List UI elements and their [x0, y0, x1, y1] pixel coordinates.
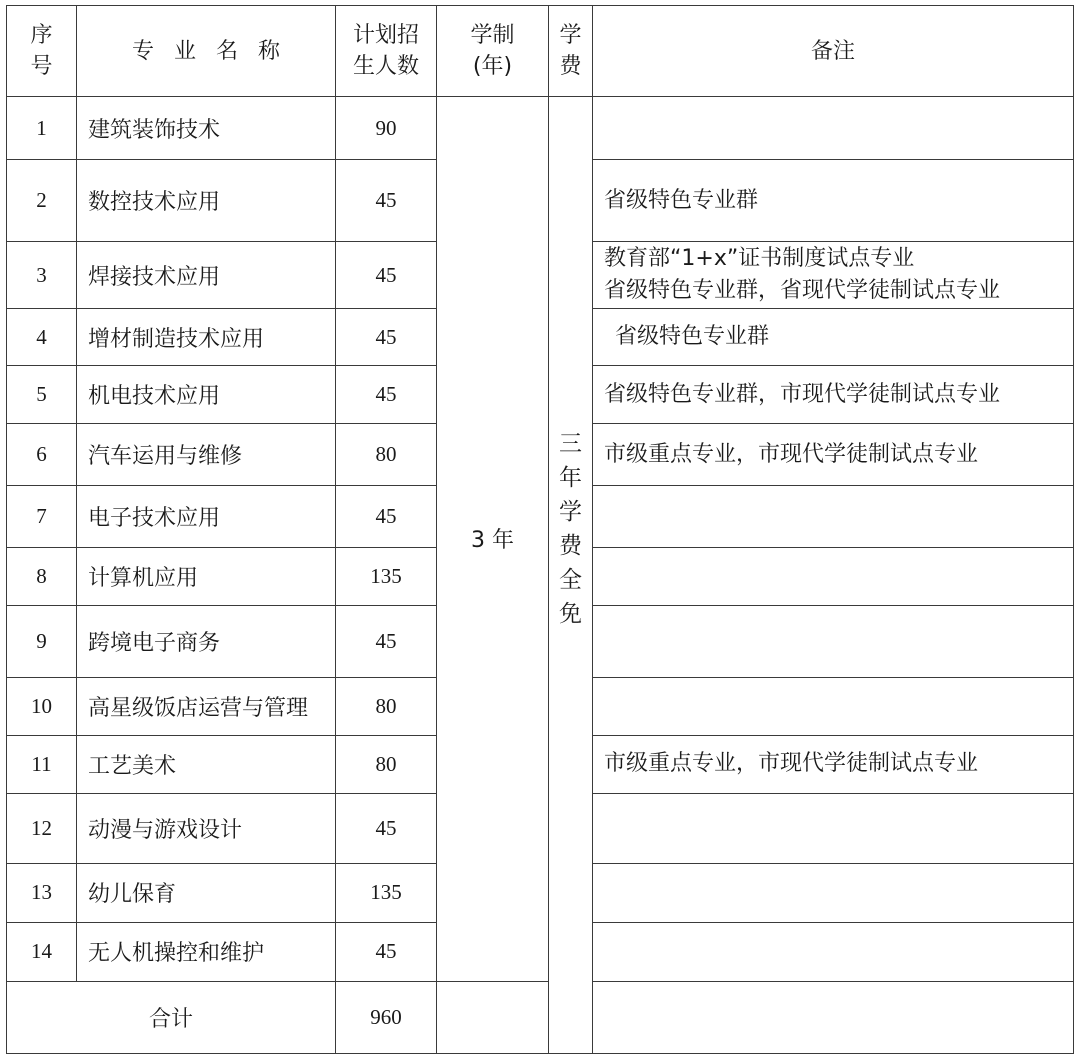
- row-plan: 135: [336, 863, 437, 922]
- row-plan: 45: [336, 242, 437, 309]
- row-index: 11: [7, 735, 77, 793]
- row-remark: [593, 97, 1074, 160]
- row-index: 3: [7, 242, 77, 309]
- header-fee: 学 费: [549, 6, 593, 97]
- row-index: 4: [7, 309, 77, 366]
- row-plan: 45: [336, 160, 437, 242]
- row-plan: 45: [336, 922, 437, 981]
- row-index: 12: [7, 793, 77, 863]
- row-remark: 教育部“1+x”证书制度试点专业 省级特色专业群，省现代学徒制试点专业: [593, 242, 1074, 309]
- row-index: 13: [7, 863, 77, 922]
- row-remark: 省级特色专业群: [593, 309, 1074, 366]
- row-remark: 市级重点专业，市现代学徒制试点专业: [593, 424, 1074, 486]
- total-plan: 960: [336, 981, 437, 1053]
- row-plan: 45: [336, 606, 437, 677]
- row-index: 6: [7, 424, 77, 486]
- row-remark: [593, 793, 1074, 863]
- row-major-name: 幼儿保育: [77, 863, 336, 922]
- row-index: 10: [7, 677, 77, 735]
- row-remark: 市级重点专业，市现代学徒制试点专业: [593, 735, 1074, 793]
- row-major-name: 跨境电子商务: [77, 606, 336, 677]
- row-plan: 80: [336, 735, 437, 793]
- row-remark: [593, 486, 1074, 548]
- row-major-name: 计算机应用: [77, 548, 336, 606]
- row-index: 8: [7, 548, 77, 606]
- fee-free-note: [549, 97, 593, 1054]
- fee-char: 三: [559, 431, 582, 457]
- fee-char: 年: [559, 465, 582, 491]
- row-index: 5: [7, 366, 77, 424]
- header-index: 序 号: [7, 6, 77, 97]
- table-row: [7, 97, 1074, 160]
- fee-char: 学: [559, 499, 582, 525]
- row-index: 2: [7, 160, 77, 242]
- total-label: 合计: [7, 981, 336, 1053]
- row-remark: [593, 677, 1074, 735]
- row-plan: 45: [336, 309, 437, 366]
- system-value: 3 年: [437, 97, 549, 982]
- row-remark: 省级特色专业群，市现代学徒制试点专业: [593, 366, 1074, 424]
- fee-char: 费: [559, 533, 582, 559]
- row-index: 9: [7, 606, 77, 677]
- row-index: 1: [7, 97, 77, 160]
- row-major-name: 无人机操控和维护: [77, 922, 336, 981]
- fee-char: 免: [559, 601, 582, 627]
- row-major-name: 建筑装饰技术: [77, 97, 336, 160]
- row-major-name: 汽车运用与维修: [77, 424, 336, 486]
- row-major-name: 动漫与游戏设计: [77, 793, 336, 863]
- row-plan: 45: [336, 793, 437, 863]
- row-major-name: 机电技术应用: [77, 366, 336, 424]
- row-plan: 45: [336, 366, 437, 424]
- row-plan: 90: [336, 97, 437, 160]
- row-major-name: 增材制造技术应用: [77, 309, 336, 366]
- row-major-name: 工艺美术: [77, 735, 336, 793]
- fee-char: 全: [559, 567, 582, 593]
- row-index: 7: [7, 486, 77, 548]
- enrollment-table: [6, 5, 1074, 1054]
- header-major-name: 专业名称: [77, 6, 336, 97]
- row-remark: [593, 606, 1074, 677]
- row-plan: 135: [336, 548, 437, 606]
- row-remark: [593, 548, 1074, 606]
- row-major-name: 数控技术应用: [77, 160, 336, 242]
- row-major-name: 电子技术应用: [77, 486, 336, 548]
- header-remarks: 备注: [593, 6, 1074, 97]
- row-plan: 45: [336, 486, 437, 548]
- row-index: 14: [7, 922, 77, 981]
- header-system: 学制 (年): [437, 6, 549, 97]
- total-remark-empty: [593, 981, 1074, 1053]
- header-row: [7, 6, 1074, 97]
- row-plan: 80: [336, 424, 437, 486]
- row-remark: 省级特色专业群: [593, 160, 1074, 242]
- row-major-name: 焊接技术应用: [77, 242, 336, 309]
- row-major-name: 高星级饭店运营与管理: [77, 677, 336, 735]
- total-system-empty: [437, 981, 549, 1053]
- row-remark: [593, 863, 1074, 922]
- total-row: [7, 981, 1074, 1053]
- row-plan: 80: [336, 677, 437, 735]
- row-remark: [593, 922, 1074, 981]
- header-plan: 计划招 生人数: [336, 6, 437, 97]
